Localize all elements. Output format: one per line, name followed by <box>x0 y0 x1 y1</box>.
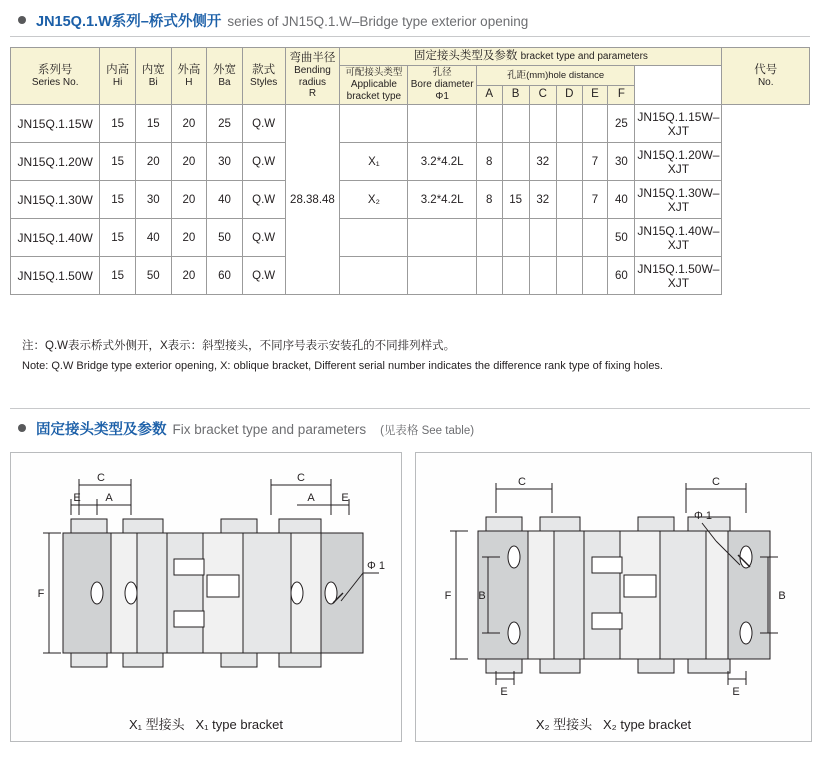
spec-table-head <box>11 48 810 105</box>
cell-bore <box>408 105 476 143</box>
cell-b <box>502 143 529 181</box>
col-applicable-bracket: 可配接头类型 Applicable bracket type <box>340 66 408 105</box>
label-c-right: C <box>297 472 305 484</box>
cell-styles: Q.W <box>242 143 285 181</box>
figure-x2-caption-en: X₂ type bracket <box>603 717 692 732</box>
cell-h: 20 <box>171 181 207 219</box>
divider-top <box>10 36 810 37</box>
cell-c <box>529 219 556 257</box>
label-a-right: A <box>307 492 315 504</box>
col-styles: 款式 Styles <box>242 48 285 105</box>
cell-h: 20 <box>171 219 207 257</box>
figure-x1-drawing <box>11 453 399 703</box>
label-e-left: E <box>500 686 508 698</box>
cell-a <box>476 219 502 257</box>
col-b: B <box>502 85 529 104</box>
cell-b <box>502 105 529 143</box>
cell-bi: 20 <box>135 143 171 181</box>
col-hi: 内高 Hi <box>100 48 136 105</box>
col-bracket-group: 固定接头类型及参数 bracket type and parameters <box>340 48 722 66</box>
cell-a <box>476 257 502 295</box>
label-f: F <box>444 590 452 602</box>
cell-styles: Q.W <box>242 105 285 143</box>
cell-series: JN15Q.1.30W <box>11 181 100 219</box>
cell-a: 8 <box>476 181 502 219</box>
spec-table <box>10 47 810 295</box>
cell-ba: 50 <box>207 219 243 257</box>
bullet-icon <box>18 424 26 432</box>
cell-e <box>582 219 608 257</box>
cell-c: 32 <box>529 181 556 219</box>
bullet-icon <box>18 16 26 24</box>
col-bi: 内宽 Bi <box>135 48 171 105</box>
section-2-heading <box>18 418 474 439</box>
col-d: D <box>556 85 582 104</box>
label-c-right: C <box>712 476 720 488</box>
figure-x2-caption <box>416 714 811 733</box>
cell-d <box>556 257 582 295</box>
cell-ba: 40 <box>207 181 243 219</box>
note-english: Note: Q.W Bridge type exterior opening, X: oblique bracket, Different serial number indicates the difference rank type of fixing holes. <box>22 360 663 372</box>
label-phi1: Φ 1 <box>694 510 712 522</box>
cell-hi: 15 <box>100 257 136 295</box>
cell-d <box>556 105 582 143</box>
see-table-note: (见表格 See table) <box>380 425 475 437</box>
figure-x1-caption <box>11 714 401 733</box>
cell-bracket: X₂ <box>340 181 408 219</box>
section-1-title-cn: JN15Q.1.W系列–桥式外侧开 <box>36 14 222 30</box>
cell-series: JN15Q.1.20W <box>11 143 100 181</box>
cell-bi: 30 <box>135 181 171 219</box>
cell-d <box>556 181 582 219</box>
label-b-left: B <box>478 590 486 602</box>
cell-code: JN15Q.1.30W–XJT <box>635 181 722 219</box>
cell-d <box>556 219 582 257</box>
cell-bore <box>408 219 476 257</box>
figure-x1-caption-en: X₁ type bracket <box>195 717 283 732</box>
cell-ba: 30 <box>207 143 243 181</box>
divider-middle <box>10 408 810 409</box>
cell-series: JN15Q.1.50W <box>11 257 100 295</box>
label-e-right: E <box>732 686 740 698</box>
cell-e <box>582 257 608 295</box>
cell-bore <box>408 257 476 295</box>
table-row <box>11 219 810 257</box>
cell-ba: 25 <box>207 105 243 143</box>
cell-c <box>529 105 556 143</box>
cell-f: 30 <box>608 143 635 181</box>
cell-code: JN15Q.1.15W–XJT <box>635 105 722 143</box>
label-b-right: B <box>778 590 786 602</box>
cell-bracket <box>340 257 408 295</box>
section-1-heading <box>18 10 528 31</box>
col-code: 代号 No. <box>722 48 810 105</box>
cell-f: 60 <box>608 257 635 295</box>
figure-x2-drawing <box>416 453 809 703</box>
cell-a: 8 <box>476 143 502 181</box>
cell-e: 7 <box>582 143 608 181</box>
label-e-left: E <box>73 492 81 504</box>
cell-bi: 50 <box>135 257 171 295</box>
col-ba: 外宽 Ba <box>207 48 243 105</box>
cell-h: 20 <box>171 143 207 181</box>
cell-hi: 15 <box>100 219 136 257</box>
label-c-left: C <box>518 476 526 488</box>
figure-x2-caption-cn: X₂ 型接头 <box>535 717 593 732</box>
cell-b: 15 <box>502 181 529 219</box>
cell-f: 25 <box>608 105 635 143</box>
cell-styles: Q.W <box>242 181 285 219</box>
col-bore-diameter: 孔径 Bore diameter Φ1 <box>408 66 476 105</box>
table-row <box>11 105 810 143</box>
cell-bi: 15 <box>135 105 171 143</box>
cell-b <box>502 257 529 295</box>
section-2-title-cn: 固定接头类型及参数 <box>36 422 167 438</box>
label-e-right: E <box>341 492 349 504</box>
cell-a <box>476 105 502 143</box>
cell-bracket <box>340 105 408 143</box>
table-row <box>11 143 810 181</box>
figure-x1-bracket <box>10 452 402 742</box>
cell-f: 40 <box>608 181 635 219</box>
cell-series: JN15Q.1.40W <box>11 219 100 257</box>
section-1-title-en: series of JN15Q.1.W–Bridge type exterior opening <box>227 14 529 29</box>
cell-b <box>502 219 529 257</box>
cell-bracket <box>340 219 408 257</box>
col-bending-radius: 弯曲半径 Bending radius R <box>285 48 340 105</box>
cell-bracket: X₁ <box>340 143 408 181</box>
col-h: 外高 H <box>171 48 207 105</box>
cell-hi: 15 <box>100 143 136 181</box>
cell-styles: Q.W <box>242 257 285 295</box>
cell-f: 50 <box>608 219 635 257</box>
cell-bending-radius: 28.38.48 <box>285 105 340 295</box>
cell-h: 20 <box>171 257 207 295</box>
col-c: C <box>529 85 556 104</box>
cell-code: JN15Q.1.20W–XJT <box>635 143 722 181</box>
note-chinese: 注：Q.W表示桥式外侧开，X表示：斜型接头，不同序号表示安装孔的不同排列样式。 <box>22 340 456 352</box>
cell-d <box>556 143 582 181</box>
cell-code: JN15Q.1.40W–XJT <box>635 219 722 257</box>
label-f: F <box>37 588 45 600</box>
table-row <box>11 181 810 219</box>
cell-h: 20 <box>171 105 207 143</box>
label-phi1: Φ 1 <box>367 560 385 572</box>
cell-e: 7 <box>582 181 608 219</box>
cell-hi: 15 <box>100 105 136 143</box>
cell-hi: 15 <box>100 181 136 219</box>
cell-bore: 3.2*4.2L <box>408 143 476 181</box>
cell-styles: Q.W <box>242 219 285 257</box>
spec-table-body <box>11 105 810 295</box>
cell-e <box>582 105 608 143</box>
cell-c: 32 <box>529 143 556 181</box>
label-c-left: C <box>97 472 105 484</box>
cell-c <box>529 257 556 295</box>
section-2-title-en: Fix bracket type and parameters <box>172 422 367 437</box>
cell-code: JN15Q.1.50W–XJT <box>635 257 722 295</box>
figure-x1-caption-cn: X₁ 型接头 <box>129 717 185 732</box>
cell-ba: 60 <box>207 257 243 295</box>
col-f: F <box>608 85 635 104</box>
cell-series: JN15Q.1.15W <box>11 105 100 143</box>
col-series: 系列号 Series No. <box>11 48 100 105</box>
table-row <box>11 257 810 295</box>
table-header-row-1 <box>11 48 810 66</box>
col-e: E <box>582 85 608 104</box>
col-a: A <box>476 85 502 104</box>
label-a-left: A <box>105 492 113 504</box>
col-hole-distance: 孔距(mm)hole distance <box>476 66 635 85</box>
cell-bi: 40 <box>135 219 171 257</box>
cell-bore: 3.2*4.2L <box>408 181 476 219</box>
figure-x2-bracket <box>415 452 812 742</box>
